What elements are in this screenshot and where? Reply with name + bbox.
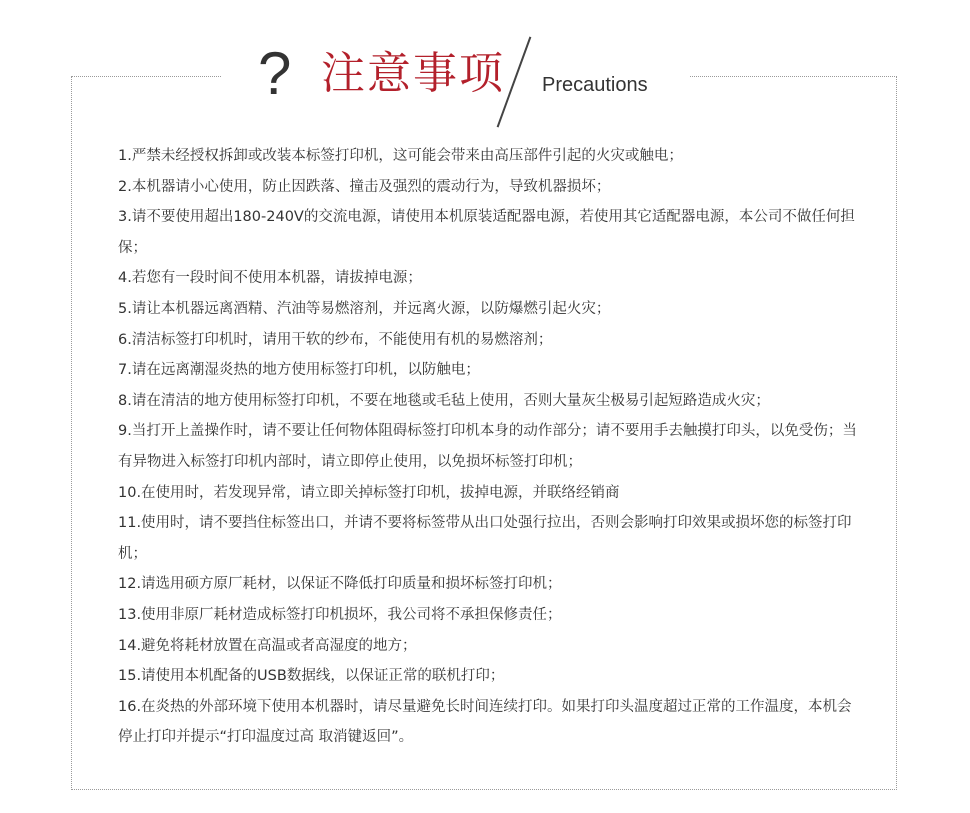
question-mark-icon: ? bbox=[258, 40, 292, 107]
page-title-english: Precautions bbox=[542, 74, 648, 96]
precaution-item-13: 13.使用非原厂耗材造成标签打印机损坏，我公司将不承担保修责任； bbox=[118, 606, 562, 623]
precaution-item-14: 14.避免将耗材放置在高温或者高湿度的地方； bbox=[118, 637, 417, 654]
precaution-item-10: 10.在使用时，若发现异常，请立即关掉标签打印机，拔掉电源，并联络经销商 bbox=[118, 484, 620, 501]
precaution-item-4: 4.若您有一段时间不使用本机器，请拔掉电源； bbox=[118, 270, 422, 287]
precautions-list bbox=[118, 141, 858, 753]
precaution-item-15: 15.请使用本机配备的USB数据线，以保证正常的联机打印； bbox=[118, 668, 505, 685]
precaution-item-3: 3.请不要使用超出180-240V的交流电源，请使用本机原装适配器电源，若使用其它适配器电源，本公司不做任何担保； bbox=[118, 209, 855, 256]
precaution-item-8: 8.请在清洁的地方使用标签打印机，不要在地毯或毛毡上使用，否则大量灰尘极易引起短路造成火灾； bbox=[118, 392, 770, 409]
precaution-item-12: 12.请选用硕方原厂耗材，以保证不降低打印质量和损坏标签打印机； bbox=[118, 576, 562, 593]
page-title-chinese: 注意事项 bbox=[321, 48, 505, 99]
precaution-item-1: 1.严禁未经授权拆卸或改装本标签打印机，这可能会带来由高压部件引起的火灾或触电； bbox=[118, 148, 683, 164]
precaution-item-7: 7.请在远离潮湿炎热的地方使用标签打印机，以防触电； bbox=[118, 362, 480, 379]
precaution-item-5: 5.请让本机器远离酒精、汽油等易燃溶剂，并远离火源，以防爆燃引起火灾； bbox=[118, 300, 611, 317]
precaution-item-2: 2.本机器请小心使用，防止因跌落、撞击及强烈的震动行为，导致机器损坏； bbox=[118, 178, 611, 195]
precaution-item-9: 9.当打开上盖操作时，请不要让任何物体阻碍标签打印机本身的动作部分；请不要用手去触摸打印头，以免受伤；当有异物进入标签打印机内部时，请立即停止使用，以免损坏标签打印机； bbox=[118, 423, 857, 470]
precaution-item-6: 6.清洁标签打印机时，请用干软的纱布，不能使用有机的易燃溶剂； bbox=[118, 331, 553, 348]
precaution-item-16: 16.在炎热的外部环境下使用本机器时，请尽量避免长时间连续打印。如果打印头温度超过正常的工作温度，本机会停止打印并提示“打印温度过高 取消键返回”。 bbox=[118, 698, 852, 746]
precaution-item-11: 11.使用时，请不要挡住标签出口，并请不要将标签带从出口处强行拉出，否则会影响打印效果或损坏您的标签打印机； bbox=[118, 515, 852, 562]
